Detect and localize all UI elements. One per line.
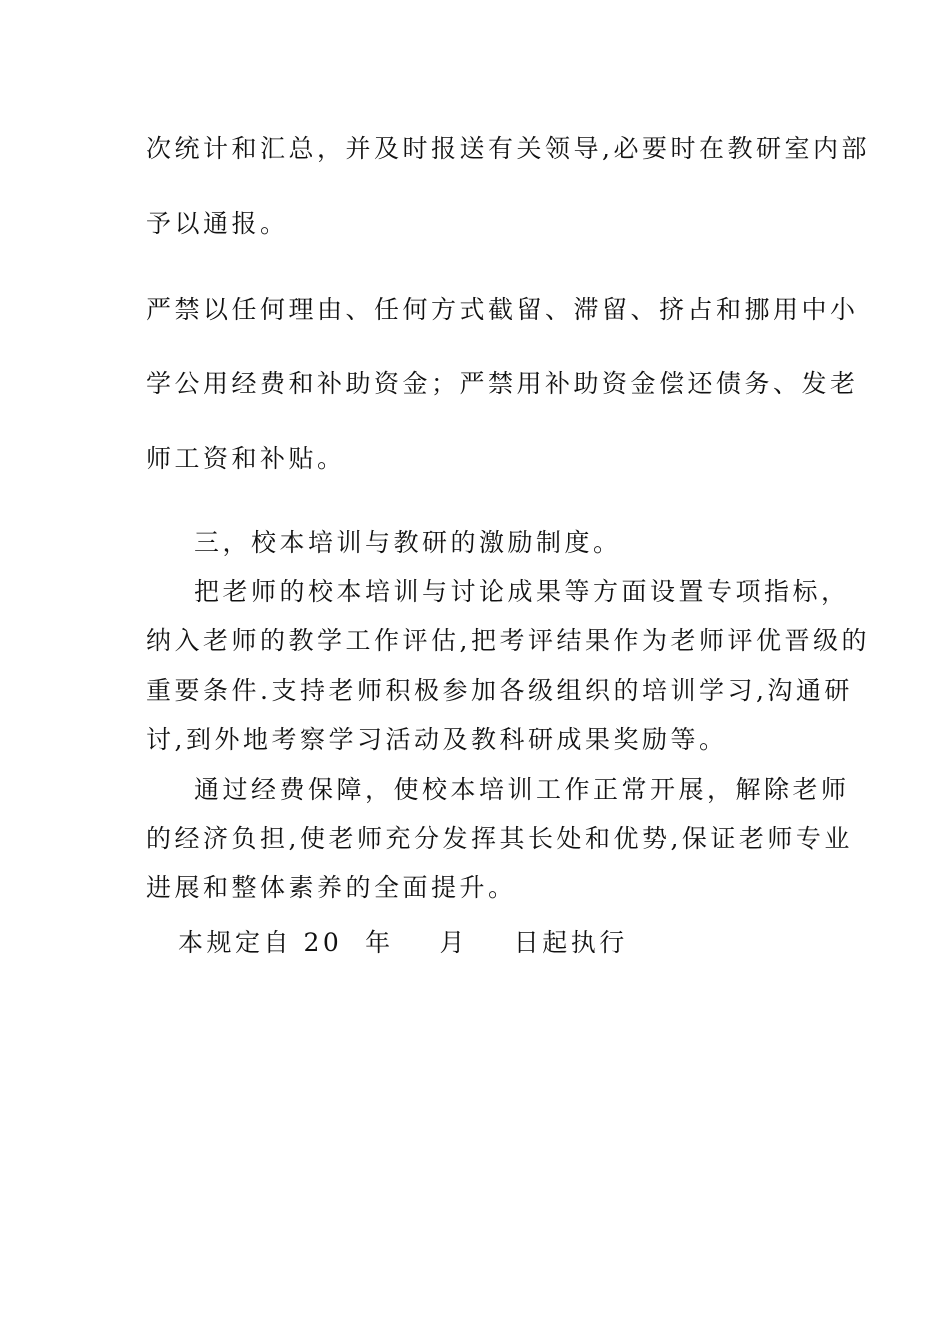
paragraph-line: 严禁以任何理由、任何方式截留、滞留、挤占和挪用中小 — [146, 295, 859, 324]
paragraph-line: 予以通报。 — [146, 209, 289, 238]
paragraph-line: 把老师的校本培训与讨论成果等方面设置专项指标， — [194, 577, 850, 606]
paragraph-line: 进展和整体素养的全面提升。 — [146, 873, 517, 902]
paragraph-line: 纳入老师的教学工作评估,把考评结果作为老师评优晋级的 — [146, 626, 870, 655]
section-heading: 三，校本培训与教研的激励制度。 — [194, 528, 622, 557]
paragraph-line: 次统计和汇总，并及时报送有关领导,必要时在教研室内部 — [146, 134, 870, 163]
paragraph-line: 讨,到外地考察学习活动及教科研成果奖励等。 — [146, 725, 728, 754]
paragraph-line: 重要条件.支持老师积极参加各级组织的培训学习,沟通研 — [146, 676, 853, 705]
paragraph-line: 师工资和补贴。 — [146, 444, 346, 473]
effective-date-line: 本规定自 20 年 月 日起执行 — [178, 928, 628, 957]
paragraph-line: 学公用经费和补助资金；严禁用补助资金偿还债务、发老 — [146, 369, 859, 398]
paragraph-line: 的经济负担,使老师充分发挥其长处和优势,保证老师专业 — [146, 824, 853, 853]
paragraph-line: 通过经费保障，使校本培训工作正常开展，解除老师 — [194, 775, 850, 804]
